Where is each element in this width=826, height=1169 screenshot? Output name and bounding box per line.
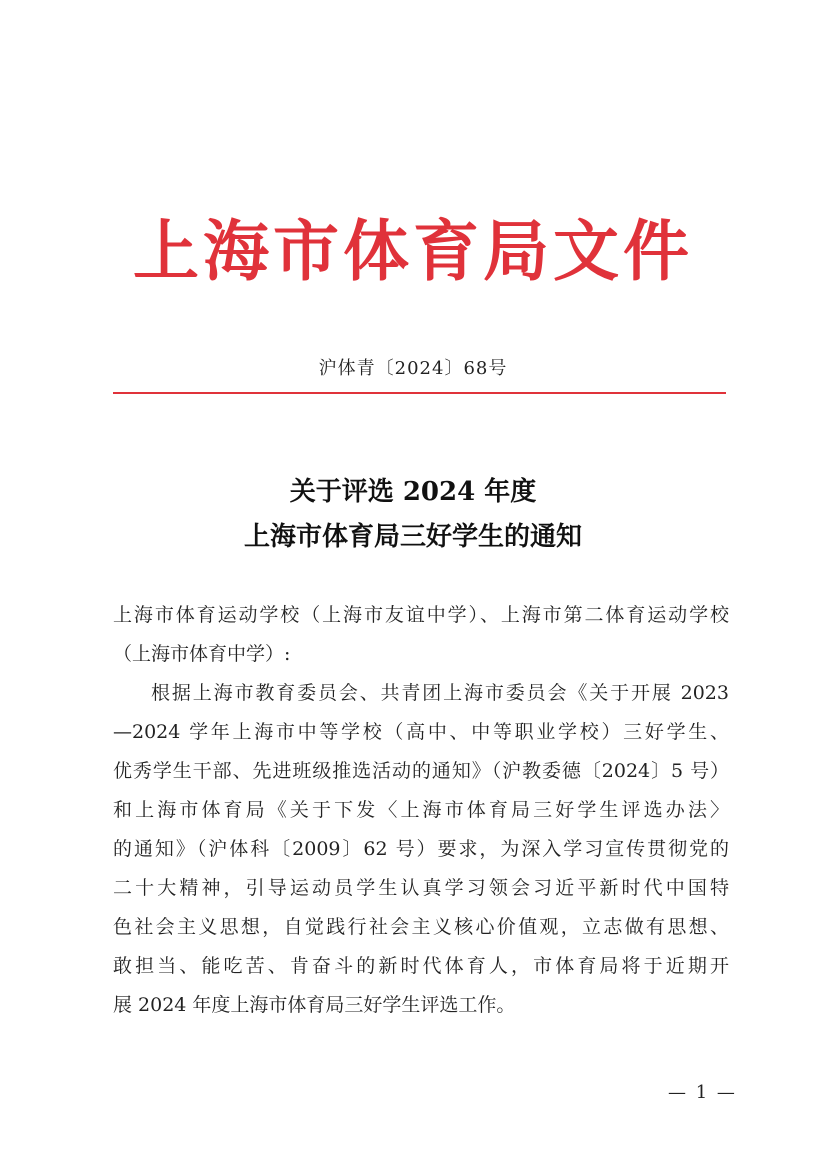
document-body [113,596,729,1025]
paragraph-line: 敢担当、能吃苦、肯奋斗的新时代体育人，市体育局将于近期开 [113,955,729,977]
paragraph-line: 的通知》（沪体科〔2009〕62 号）要求，为深入学习宣传贯彻党的 [113,838,729,860]
paragraph-line: 展 2024 年度上海市体育局三好学生评选工作。 [113,994,516,1016]
paragraph-line: 二十大精神，引导运动员学生认真学习领会习近平新时代中国特 [113,877,729,899]
paragraph-line: —2024 学年上海市中等学校（高中、中等职业学校）三好学生、 [113,721,729,743]
document-title-line-1: 关于评选 2024 年度 [289,477,537,507]
recipients-line-2: （上海市体育中学）: [113,643,291,665]
paragraph-line: 和上海市体育局《关于下发〈上海市体育局三好学生评选办法〉 [113,799,729,821]
document-number: 沪体青〔2024〕68号 [318,358,508,379]
document-title [0,470,826,560]
recipients-line-1: 上海市体育运动学校（上海市友谊中学）、上海市第二体育运动学校 [113,604,729,626]
paragraph-line: 优秀学生干部、先进班级推选活动的通知》（沪教委德〔2024〕5 号） [113,760,729,782]
issuer-header-title: 上海市体育局文件 [133,212,693,290]
red-divider-line [113,392,726,394]
document-title-line-2: 上海市体育局三好学生的通知 [243,522,582,552]
paragraph-line: 根据上海市教育委员会、共青团上海市委员会《关于开展 2023 [151,682,729,704]
page-number: — 1 — [668,1082,737,1103]
paragraph-line: 色社会主义思想，自觉践行社会主义核心价值观，立志做有思想、 [113,916,729,938]
